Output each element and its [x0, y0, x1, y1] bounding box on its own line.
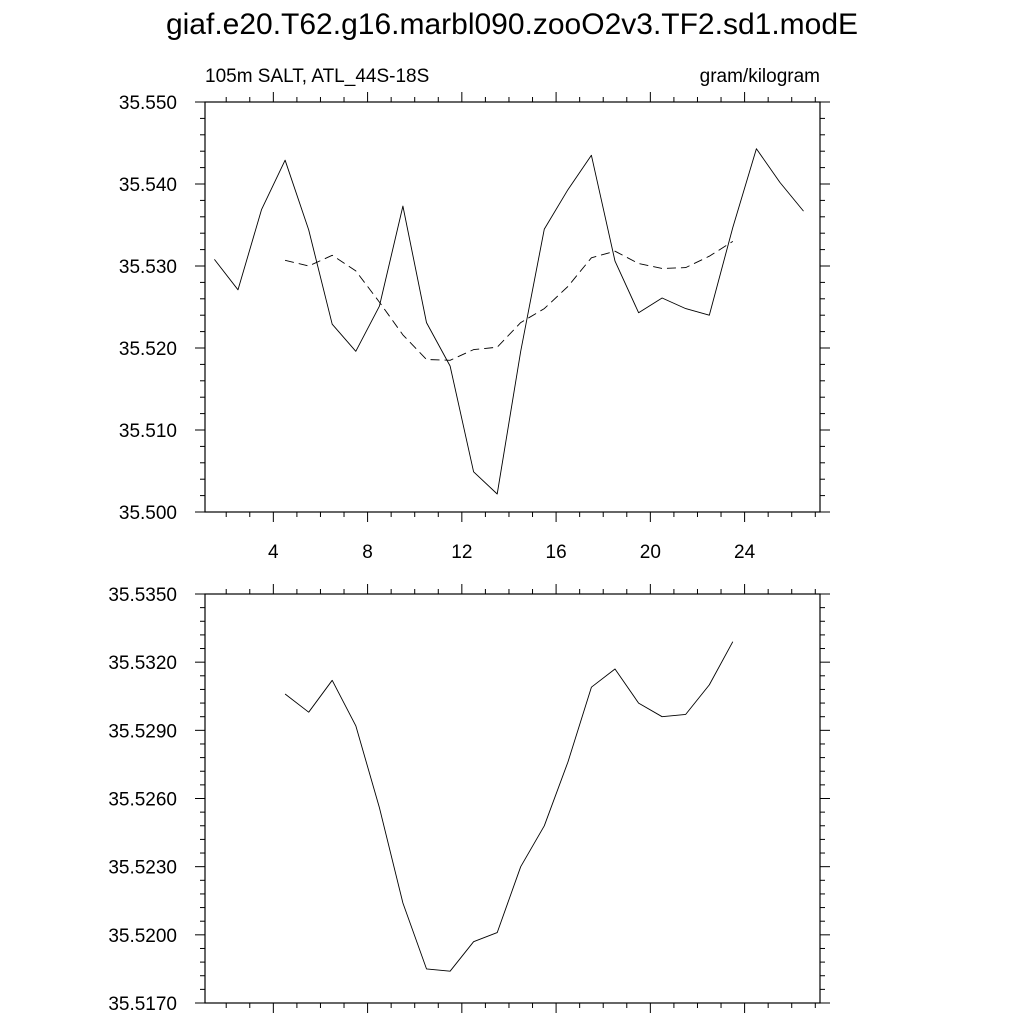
y-tick-label: 35.5320	[108, 653, 177, 675]
x-tick-label: 8	[362, 542, 373, 563]
dashed-series-line	[285, 241, 733, 360]
chart-title: giaf.e20.T62.g16.marbl090.zooO2v3.TF2.sd1.modE	[165, 8, 859, 41]
y-tick-label: 35.550	[118, 93, 177, 114]
top-panel-units-label: gram/kilogram	[699, 66, 820, 87]
x-tick-label: 20	[639, 542, 661, 563]
y-tick-label: 35.500	[118, 503, 177, 524]
y-tick-label: 35.5230	[108, 857, 177, 879]
x-tick-label: 12	[451, 542, 473, 563]
x-tick-label: 24	[734, 542, 756, 563]
y-tick-label: 35.5350	[108, 585, 177, 606]
y-tick-label: 35.510	[118, 421, 177, 442]
y-tick-label: 35.530	[118, 257, 177, 278]
x-tick-label: 4	[268, 542, 279, 563]
top-panel	[119, 66, 830, 563]
y-tick-label: 35.540	[118, 175, 177, 196]
y-tick-label: 35.5260	[108, 789, 177, 811]
x-tick-label: 16	[545, 542, 567, 563]
y-tick-label: 35.5290	[108, 721, 177, 743]
y-tick-label: 35.5170	[108, 994, 177, 1015]
solid-series-line	[285, 642, 733, 972]
solid-series-line	[214, 149, 803, 494]
top-panel-left-label: 105m SALT, ATL_44S-18S	[205, 66, 430, 87]
plot-frame	[205, 102, 820, 512]
bottom-panel	[108, 584, 830, 1015]
plot-frame	[205, 594, 820, 1003]
y-tick-label: 35.520	[118, 339, 177, 360]
y-tick-label: 35.5200	[108, 925, 177, 947]
